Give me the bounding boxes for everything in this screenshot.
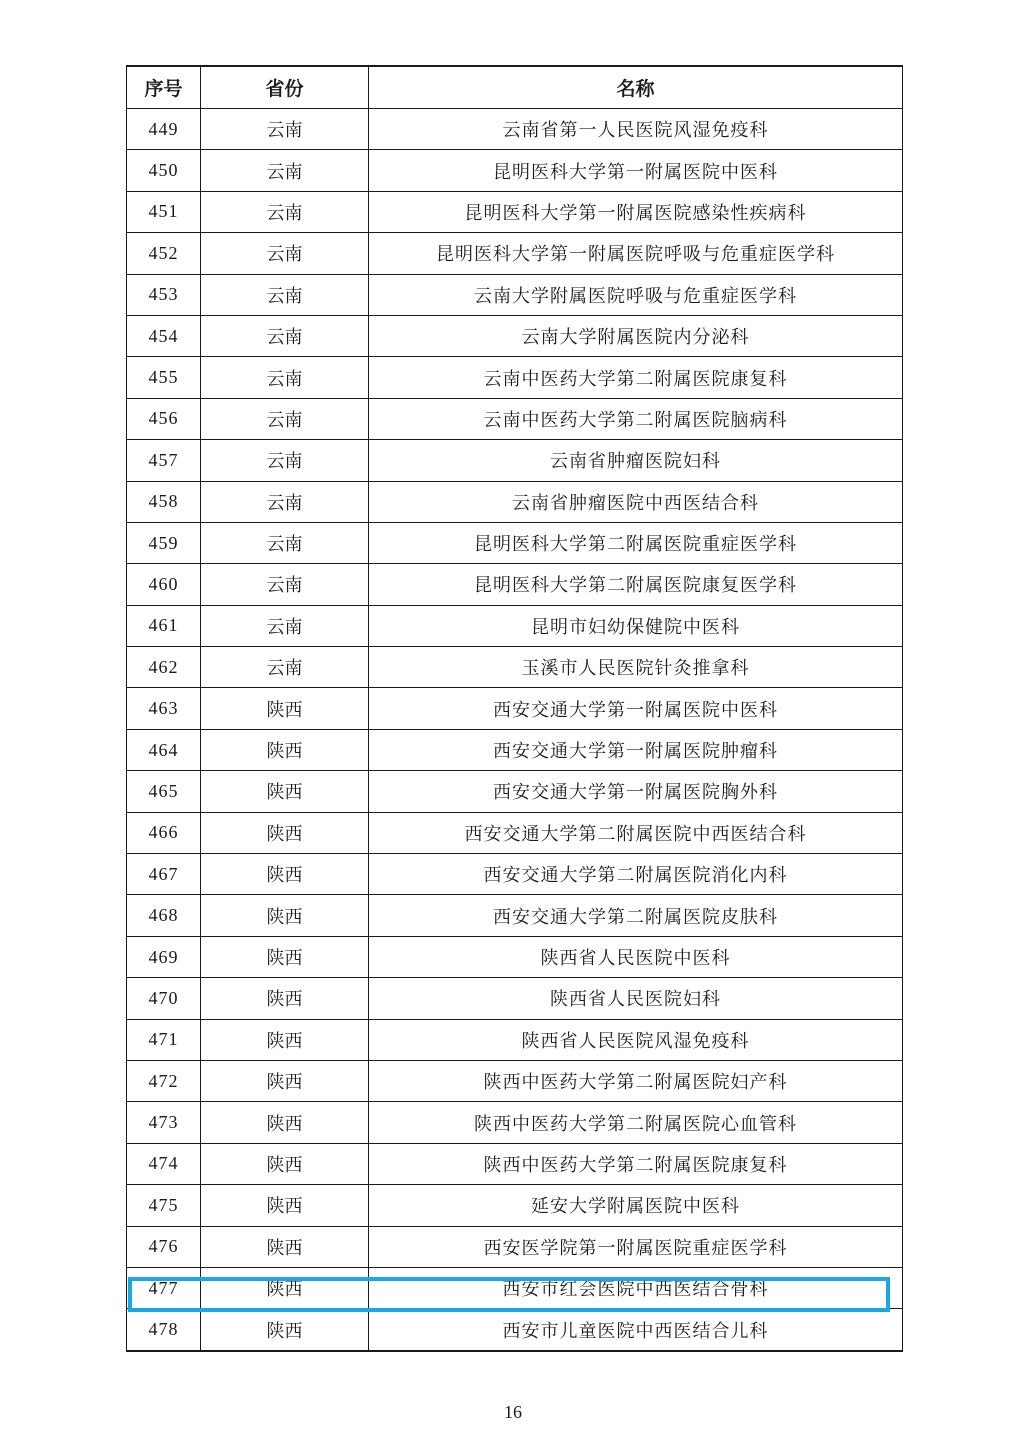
table-row xyxy=(127,1226,903,1267)
table-row xyxy=(127,1019,903,1060)
table-row xyxy=(127,1185,903,1226)
row-province-cell: 云南 xyxy=(201,564,369,605)
row-province-cell: 陕西 xyxy=(201,812,369,853)
row-index-cell: 450 xyxy=(127,150,201,191)
row-province-cell: 陕西 xyxy=(201,688,369,729)
row-province-cell: 云南 xyxy=(201,522,369,563)
row-index-cell: 472 xyxy=(127,1060,201,1101)
row-province-cell: 陕西 xyxy=(201,978,369,1019)
row-name-cell: 昆明市妇幼保健院中医科 xyxy=(369,605,903,646)
row-index-cell: 467 xyxy=(127,854,201,895)
table-row xyxy=(127,978,903,1019)
row-index-cell: 463 xyxy=(127,688,201,729)
row-name-cell: 西安交通大学第二附属医院皮肤科 xyxy=(369,895,903,936)
table-row xyxy=(127,522,903,563)
row-name-cell: 西安交通大学第一附属医院中医科 xyxy=(369,688,903,729)
row-province-cell: 云南 xyxy=(201,357,369,398)
row-province-cell: 陕西 xyxy=(201,1185,369,1226)
row-index-cell: 458 xyxy=(127,481,201,522)
table-row xyxy=(127,398,903,439)
table-row xyxy=(127,233,903,274)
table-row xyxy=(127,854,903,895)
table-row xyxy=(127,688,903,729)
row-index-cell: 469 xyxy=(127,936,201,977)
row-index-cell: 466 xyxy=(127,812,201,853)
hospital-department-table xyxy=(126,65,903,1352)
row-province-cell: 云南 xyxy=(201,398,369,439)
row-name-cell: 西安市儿童医院中西医结合儿科 xyxy=(369,1309,903,1351)
row-province-cell: 云南 xyxy=(201,440,369,481)
table-row xyxy=(127,481,903,522)
row-name-cell: 陕西中医药大学第二附属医院康复科 xyxy=(369,1143,903,1184)
row-province-cell: 云南 xyxy=(201,233,369,274)
row-name-cell: 陕西省人民医院风湿免疫科 xyxy=(369,1019,903,1060)
row-index-cell: 477 xyxy=(127,1267,201,1308)
row-name-cell: 昆明医科大学第一附属医院感染性疾病科 xyxy=(369,191,903,232)
table-row xyxy=(127,274,903,315)
row-name-cell: 西安交通大学第一附属医院胸外科 xyxy=(369,771,903,812)
row-index-cell: 470 xyxy=(127,978,201,1019)
row-name-cell: 云南中医药大学第二附属医院康复科 xyxy=(369,357,903,398)
row-province-cell: 陕西 xyxy=(201,1267,369,1308)
table-row xyxy=(127,564,903,605)
row-name-cell: 云南省第一人民医院风湿免疫科 xyxy=(369,109,903,150)
table-row xyxy=(127,1267,903,1308)
row-index-cell: 452 xyxy=(127,233,201,274)
row-name-cell: 云南大学附属医院内分泌科 xyxy=(369,315,903,356)
row-province-cell: 陕西 xyxy=(201,1309,369,1351)
row-province-cell: 云南 xyxy=(201,191,369,232)
table-row xyxy=(127,895,903,936)
header-index: 序号 xyxy=(127,66,201,109)
table-row xyxy=(127,647,903,688)
row-index-cell: 471 xyxy=(127,1019,201,1060)
table-row xyxy=(127,1060,903,1101)
table-row xyxy=(127,605,903,646)
table-row xyxy=(127,1102,903,1143)
row-index-cell: 478 xyxy=(127,1309,201,1351)
row-name-cell: 昆明医科大学第一附属医院呼吸与危重症医学科 xyxy=(369,233,903,274)
table-row xyxy=(127,1309,903,1351)
row-index-cell: 468 xyxy=(127,895,201,936)
row-province-cell: 云南 xyxy=(201,109,369,150)
row-name-cell: 昆明医科大学第一附属医院中医科 xyxy=(369,150,903,191)
row-name-cell: 西安交通大学第一附属医院肿瘤科 xyxy=(369,729,903,770)
row-name-cell: 昆明医科大学第二附属医院重症医学科 xyxy=(369,522,903,563)
row-index-cell: 464 xyxy=(127,729,201,770)
table-row xyxy=(127,150,903,191)
table-row xyxy=(127,315,903,356)
row-name-cell: 西安交通大学第二附属医院中西医结合科 xyxy=(369,812,903,853)
row-index-cell: 451 xyxy=(127,191,201,232)
row-index-cell: 476 xyxy=(127,1226,201,1267)
table-row xyxy=(127,729,903,770)
row-province-cell: 陕西 xyxy=(201,854,369,895)
row-name-cell: 西安交通大学第二附属医院消化内科 xyxy=(369,854,903,895)
row-index-cell: 455 xyxy=(127,357,201,398)
table-row xyxy=(127,1143,903,1184)
row-index-cell: 461 xyxy=(127,605,201,646)
table-row xyxy=(127,109,903,150)
row-name-cell: 陕西中医药大学第二附属医院心血管科 xyxy=(369,1102,903,1143)
row-province-cell: 云南 xyxy=(201,481,369,522)
table-header-row xyxy=(127,66,903,109)
row-province-cell: 云南 xyxy=(201,647,369,688)
row-province-cell: 陕西 xyxy=(201,895,369,936)
row-index-cell: 456 xyxy=(127,398,201,439)
row-province-cell: 云南 xyxy=(201,605,369,646)
table-row xyxy=(127,771,903,812)
row-index-cell: 460 xyxy=(127,564,201,605)
row-name-cell: 云南省肿瘤医院中西医结合科 xyxy=(369,481,903,522)
row-index-cell: 457 xyxy=(127,440,201,481)
table-row xyxy=(127,812,903,853)
row-name-cell: 云南中医药大学第二附属医院脑病科 xyxy=(369,398,903,439)
row-index-cell: 449 xyxy=(127,109,201,150)
row-name-cell: 昆明医科大学第二附属医院康复医学科 xyxy=(369,564,903,605)
row-province-cell: 陕西 xyxy=(201,1226,369,1267)
row-index-cell: 475 xyxy=(127,1185,201,1226)
row-province-cell: 陕西 xyxy=(201,936,369,977)
row-province-cell: 云南 xyxy=(201,274,369,315)
table-row xyxy=(127,357,903,398)
row-province-cell: 陕西 xyxy=(201,1019,369,1060)
header-province: 省份 xyxy=(201,66,369,109)
row-province-cell: 陕西 xyxy=(201,729,369,770)
header-name: 名称 xyxy=(369,66,903,109)
table-row xyxy=(127,440,903,481)
row-name-cell: 陕西省人民医院妇科 xyxy=(369,978,903,1019)
table-row xyxy=(127,936,903,977)
row-name-cell: 云南大学附属医院呼吸与危重症医学科 xyxy=(369,274,903,315)
row-name-cell: 陕西省人民医院中医科 xyxy=(369,936,903,977)
row-province-cell: 陕西 xyxy=(201,1060,369,1101)
row-index-cell: 453 xyxy=(127,274,201,315)
row-name-cell: 陕西中医药大学第二附属医院妇产科 xyxy=(369,1060,903,1101)
row-index-cell: 473 xyxy=(127,1102,201,1143)
page-number: 16 xyxy=(504,1402,522,1422)
row-index-cell: 474 xyxy=(127,1143,201,1184)
row-name-cell: 西安市红会医院中西医结合骨科 xyxy=(369,1267,903,1308)
table-body xyxy=(127,109,903,1351)
row-province-cell: 云南 xyxy=(201,150,369,191)
row-name-cell: 延安大学附属医院中医科 xyxy=(369,1185,903,1226)
row-index-cell: 459 xyxy=(127,522,201,563)
row-name-cell: 云南省肿瘤医院妇科 xyxy=(369,440,903,481)
row-index-cell: 462 xyxy=(127,647,201,688)
row-province-cell: 陕西 xyxy=(201,1102,369,1143)
row-name-cell: 西安医学院第一附属医院重症医学科 xyxy=(369,1226,903,1267)
table-row xyxy=(127,191,903,232)
row-index-cell: 454 xyxy=(127,315,201,356)
row-province-cell: 陕西 xyxy=(201,1143,369,1184)
row-name-cell: 玉溪市人民医院针灸推拿科 xyxy=(369,647,903,688)
row-province-cell: 陕西 xyxy=(201,771,369,812)
row-index-cell: 465 xyxy=(127,771,201,812)
row-province-cell: 云南 xyxy=(201,315,369,356)
